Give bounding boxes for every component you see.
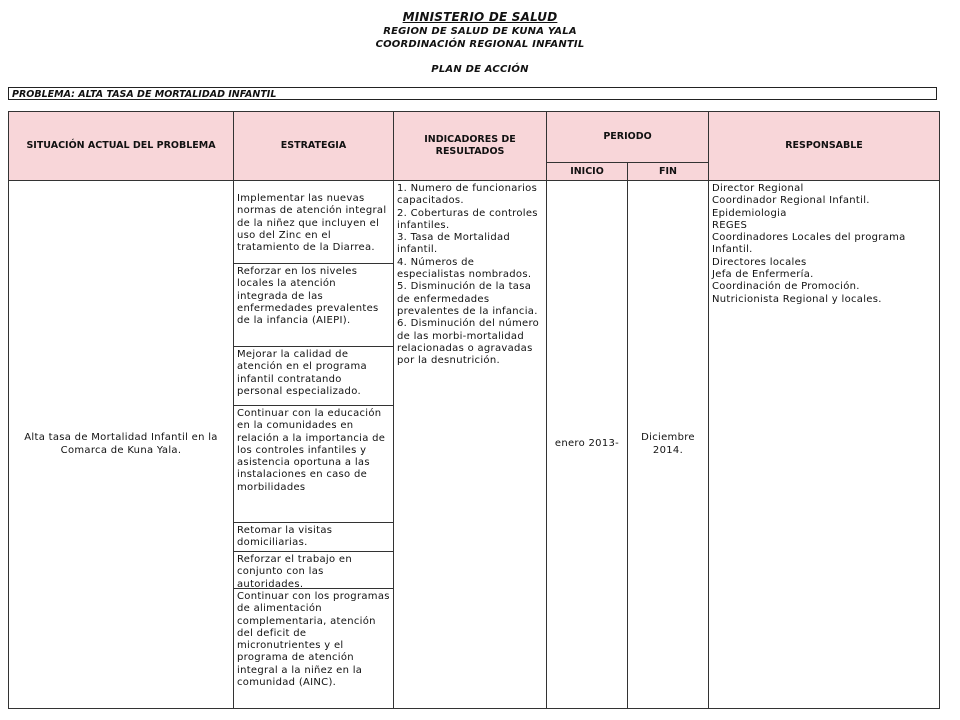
header-start: INICIO xyxy=(546,162,628,181)
strategy-item: Reforzar en los niveles locales la atención integrada de las enfermedades prevalentes de la infancia (AIEPI). xyxy=(233,263,394,347)
strategy-item: Continuar con la educación en la comunidades en relación a la importancia de los controles infantiles y asistencia oportuna a las instalaciones en caso de morbilidades xyxy=(233,405,394,523)
strategy-item: Retomar la visitas domiciliarias. xyxy=(233,522,394,552)
header-end: FIN xyxy=(627,162,709,181)
region-title: REGION DE SALUD DE KUNA YALA xyxy=(383,26,577,37)
coordination-title: COORDINACIÓN REGIONAL INFANTIL xyxy=(375,39,585,50)
ministry-title: MINISTERIO DE SALUD xyxy=(402,10,558,24)
responsible-cell: Director Regional Coordinador Regional Infantil. Epidemiologia REGES Coordinadores Locales del programa Infantil. Directores locales Jefa de Enfermería. Coordinación de Promoción. Nutricionista Regional y locales. xyxy=(708,180,940,709)
situation-cell: Alta tasa de Mortalidad Infantil en la Comarca de Kuna Yala. xyxy=(8,180,234,709)
problem-statement: PROBLEMA: ALTA TASA DE MORTALIDAD INFANTIL xyxy=(8,87,937,100)
header-indicators: INDICADORES DE RESULTADOS xyxy=(393,111,547,181)
start-date-cell: enero 2013- xyxy=(546,180,628,709)
header-situation: SITUACIÓN ACTUAL DEL PROBLEMA xyxy=(8,111,234,181)
plan-title: PLAN DE ACCIÓN xyxy=(431,64,529,75)
strategy-item: Reforzar el trabajo en conjunto con las autoridades. xyxy=(233,551,394,589)
indicators-cell: 1. Numero de funcionarios capacitados. 2. Coberturas de controles infantiles. 3. Tasa de Mortalidad infantil. 4. Números de especialistas nombrados. 5. Disminución de la tasa de enfermedades prevalentes de la infancia. 6. Disminución del número de las morbi-mortalidad relacionadas o agravadas por la desnutrición. xyxy=(393,180,547,709)
header-responsible: RESPONSABLE xyxy=(708,111,940,181)
end-date-cell: Diciembre 2014. xyxy=(627,180,709,709)
strategy-item: Continuar con los programas de alimentación complementaria, atención del deficit de micronutrientes y el programa de atención integral a la niñez en la comunidad (AINC). xyxy=(233,588,394,709)
strategy-item: Mejorar la calidad de atención en el programa infantil contratando personal especializado. xyxy=(233,346,394,406)
header-strategy: ESTRATEGIA xyxy=(233,111,394,181)
header-period: PERIODO xyxy=(546,111,709,163)
strategy-item: Implementar las nuevas normas de atención integral de la niñez que incluyen el uso del Zinc en el tratamiento de la Diarrea. xyxy=(233,180,394,264)
